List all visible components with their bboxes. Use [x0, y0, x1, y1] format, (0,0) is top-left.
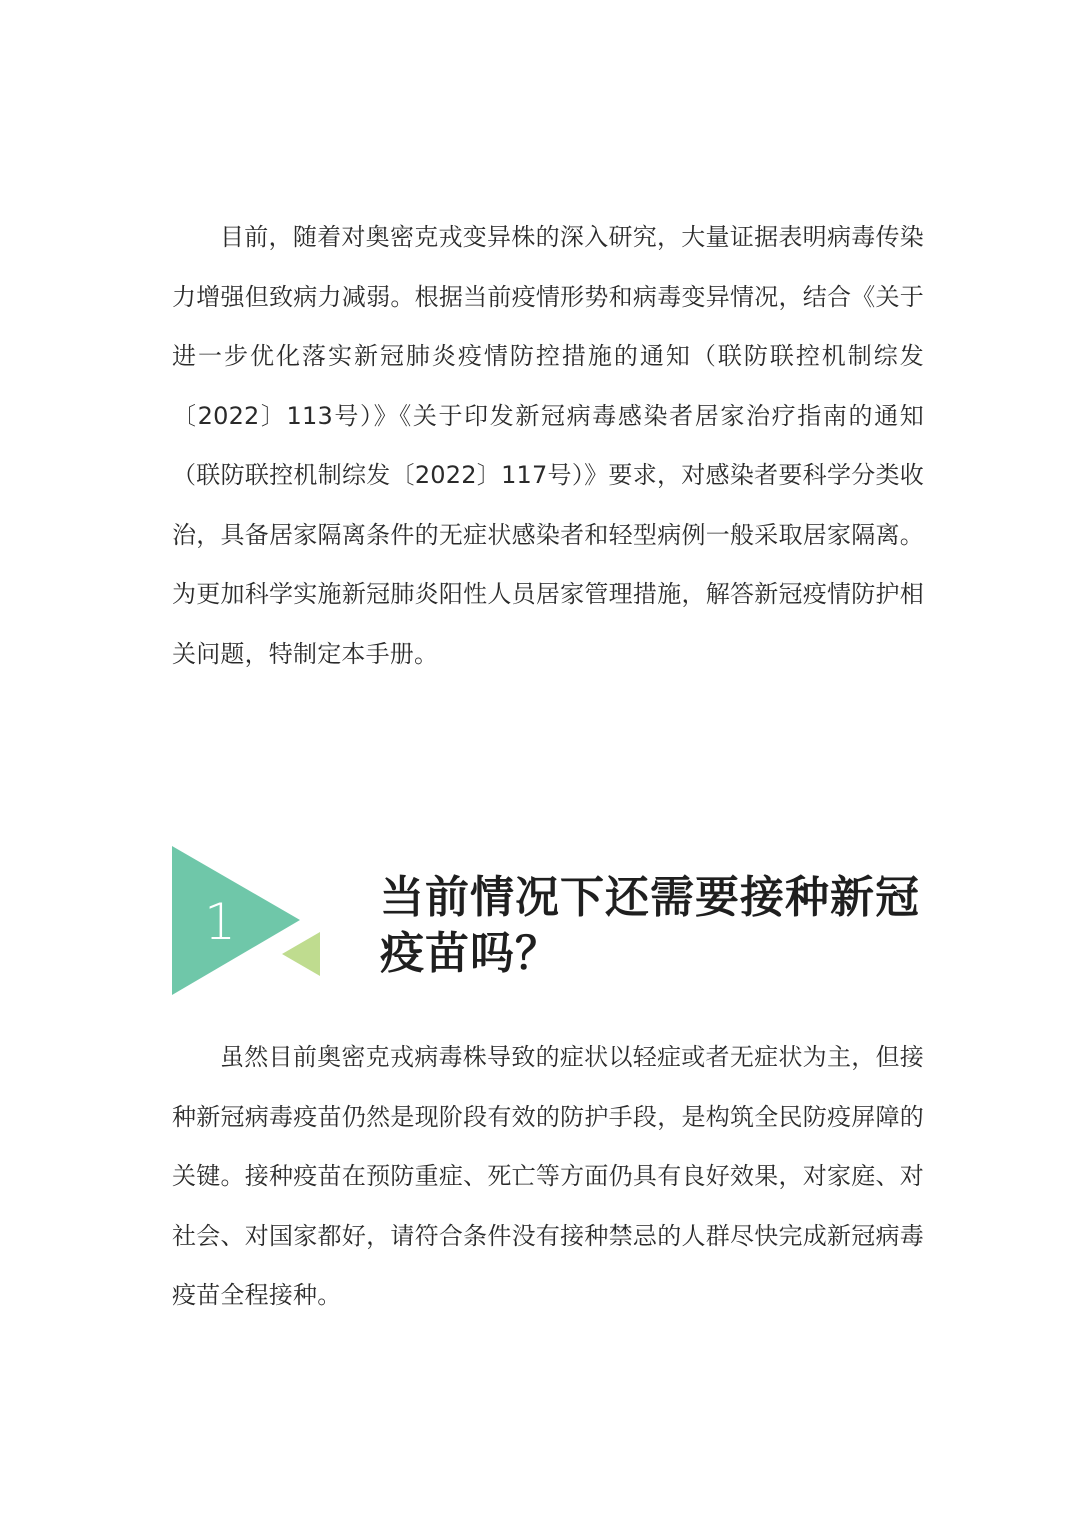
- intro-paragraph: 目前，随着对奥密克戎变异株的深入研究，大量证据表明病毒传染力增强但致病力减弱。根据当前疫情形势和病毒变异情况，结合《关于进一步优化落实新冠肺炎疫情防控措施的通知（联防联控机制综发〔2022〕113号）》《关于印发新冠病毒感染者居家治疗指南的通知（联防联控机制综发〔2022〕117号）》要求，对感染者要科学分类收治，具备居家隔离条件的无症状感染者和轻型病例一般采取居家隔离。为更加科学实施新冠肺炎阳性人员居家管理措施，解答新冠疫情防护相关问题，特制定本手册。: [172, 223, 924, 668]
- play-triangle-icon: [172, 846, 322, 996]
- answer-paragraph: 虽然目前奥密克戎病毒株导致的症状以轻症或者无症状为主，但接种新冠病毒疫苗仍然是现阶段有效的防护手段，是构筑全民防疫屏障的关键。接种疫苗在预防重症、死亡等方面仍具有良好效果，对家庭、对社会、对国家都好，请符合条件没有接种禁忌的人群尽快完成新冠病毒疫苗全程接种。: [172, 1043, 924, 1309]
- section-number-badge: [172, 846, 322, 996]
- badge-small-triangle: [282, 932, 320, 976]
- section-header: [172, 846, 932, 998]
- section-title: 当前情况下还需要接种新冠疫苗吗？: [380, 872, 920, 979]
- section-number: 1: [204, 893, 236, 951]
